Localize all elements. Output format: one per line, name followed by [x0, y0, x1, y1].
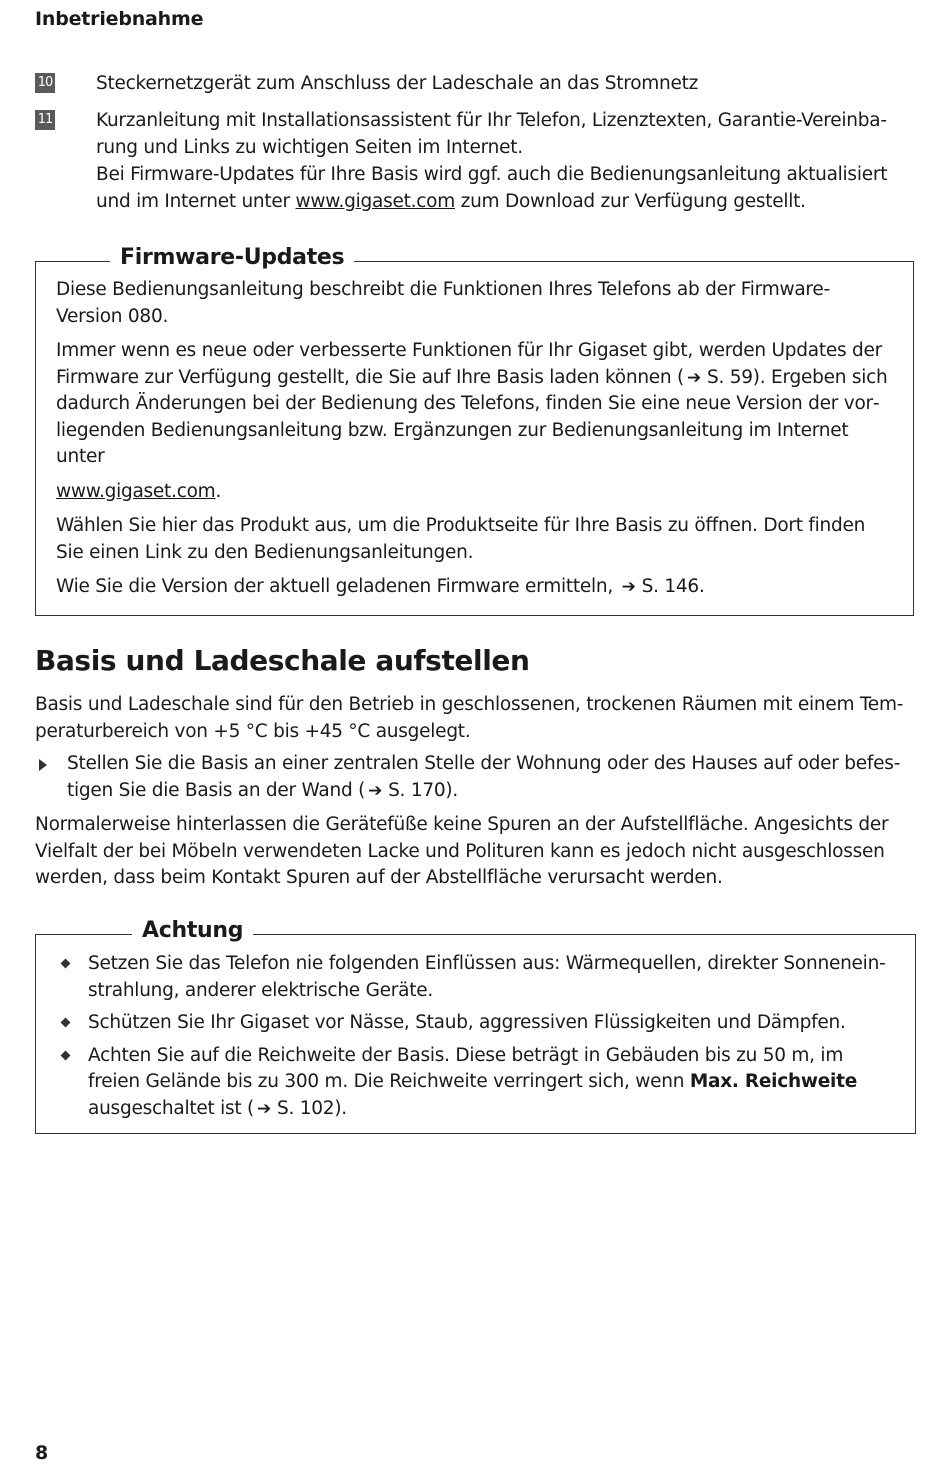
box-title: Achtung: [132, 917, 253, 945]
item-note: [96, 161, 915, 215]
running-head: Inbetriebnahme: [35, 8, 204, 30]
item-note-text: zum Download zur Verfügung gestellt.: [454, 191, 806, 212]
diamond-bullet-icon: [61, 959, 71, 969]
list-item-11: [35, 107, 915, 215]
arrow-right-icon: ➔: [257, 1098, 271, 1119]
bullet-text: Schützen Sie Ihr Gigaset vor Nässe, Staub, aggressiven Flüssigkeiten und Dämpfen.: [88, 1012, 846, 1033]
firmware-text: Immer wenn es neue oder verbesserte Funktionen für Ihr Gigaset gibt, werden Updates der Firmware zur Verfügung gestellt, die Sie auf Ihre Basis laden können (: [56, 340, 882, 388]
bullet-text: Achten Sie auf die Reichweite der Basis. Diese beträgt in Gebäuden bis zu 50 m, im freien Gelände bis zu 300 m. Die Reichweite verringert sich, wenn: [88, 1044, 844, 1092]
step-text: ).: [445, 779, 458, 801]
page-reference: S. 146: [641, 576, 699, 597]
page-reference: S. 170: [388, 779, 446, 801]
bullet-text: ausgeschaltet ist (: [88, 1097, 254, 1119]
arrow-right-icon: ➔: [368, 780, 383, 801]
warning-box: [35, 918, 916, 1134]
arrow-right-icon: ➔: [687, 367, 701, 388]
diamond-bullet-icon: [61, 1018, 71, 1028]
gigaset-link[interactable]: www.gigaset.com: [295, 191, 455, 212]
arrow-right-icon: ➔: [621, 577, 636, 597]
warning-bullet: [56, 1010, 895, 1037]
step-text: Stellen Sie die Basis an einer zentralen Stelle der Wohnung oder des Hauses auf oder befestigen Sie die Basis an der Wand (: [67, 753, 901, 801]
firmware-text: ). Ergeben sich dadurch Änderungen bei der Bedienung des Telefons, finden Sie eine neue Version der vorliegenden Bedienungsanleitung bzw. Ergänzungen zur Bedienungsanleitung im Internet unter: [56, 366, 888, 467]
page-reference: S. 59: [707, 366, 753, 388]
bullet-text: ).: [334, 1097, 347, 1119]
firmware-text: Wie Sie die Version der aktuell geladenen Firmware ermitteln,: [56, 576, 613, 597]
firmware-text: .: [698, 576, 705, 597]
firmware-paragraph: [56, 479, 893, 506]
bullet-bold-term: Max. Reichweite: [689, 1071, 858, 1092]
item-text: Kurzanleitung mit Installationsassistent für Ihr Telefon, Lizenztexten, Garantie-Vereinbarung und Links zu wichtigen Seiten im Internet.: [96, 110, 887, 158]
page-number: 8: [35, 1442, 48, 1464]
firmware-text: .: [215, 480, 222, 502]
item-number-badge: 11: [35, 110, 55, 130]
warning-bullet: [56, 1043, 895, 1123]
firmware-paragraph: Wählen Sie hier das Produkt aus, um die Produktseite für Ihre Basis zu öffnen. Dort finden Sie einen Link zu den Bedienungsanleitungen.: [56, 515, 866, 563]
section-title: Basis und Ladeschale aufstellen: [35, 644, 530, 677]
gigaset-link[interactable]: www.gigaset.com: [56, 480, 216, 502]
item-note-text: Bei Firmware-Updates für Ihre Basis wird ggf. auch die Bedienungsanleitung aktualisiert und im Internet unter: [96, 164, 888, 212]
box-title: Firmware-Updates: [110, 244, 354, 272]
firmware-updates-box: [35, 245, 914, 616]
page-reference: S. 102: [277, 1097, 335, 1119]
item-text: Steckernetzgerät zum Anschluss der Ladeschale an das Stromnetz: [96, 73, 699, 94]
section-paragraph: Normalerweise hinterlassen die Gerätefüße keine Spuren an der Aufstellfläche. Angesichts der Vielfalt der bei Möbeln verwendeten Lacke und Polituren kann es jedoch nicht ausgeschlossen werden, dass beim Kontakt Spuren auf der Abstellfläche verursacht werden.: [35, 814, 889, 888]
firmware-paragraph: [56, 338, 893, 471]
firmware-paragraph: [56, 574, 893, 601]
section-intro: Basis und Ladeschale sind für den Betrieb in geschlossenen, trockenen Räumen mit einem Temperaturbereich von +5 °C bis +45 °C ausgelegt.: [35, 694, 904, 742]
diamond-bullet-icon: [61, 1050, 71, 1060]
step-arrow-icon: [39, 759, 47, 771]
bullet-text: Setzen Sie das Telefon nie folgenden Einflüssen aus: Wärmequellen, direkter Sonneneinstrahlung, anderer elektrische Geräte.: [88, 953, 886, 1001]
instruction-step: [35, 751, 915, 804]
firmware-paragraph: Diese Bedienungsanleitung beschreibt die Funktionen Ihres Telefons ab der Firmware-Version 080.: [56, 279, 830, 327]
list-item-10: [35, 70, 915, 97]
warning-bullet: [56, 951, 895, 1004]
item-number-badge: 10: [35, 73, 55, 93]
